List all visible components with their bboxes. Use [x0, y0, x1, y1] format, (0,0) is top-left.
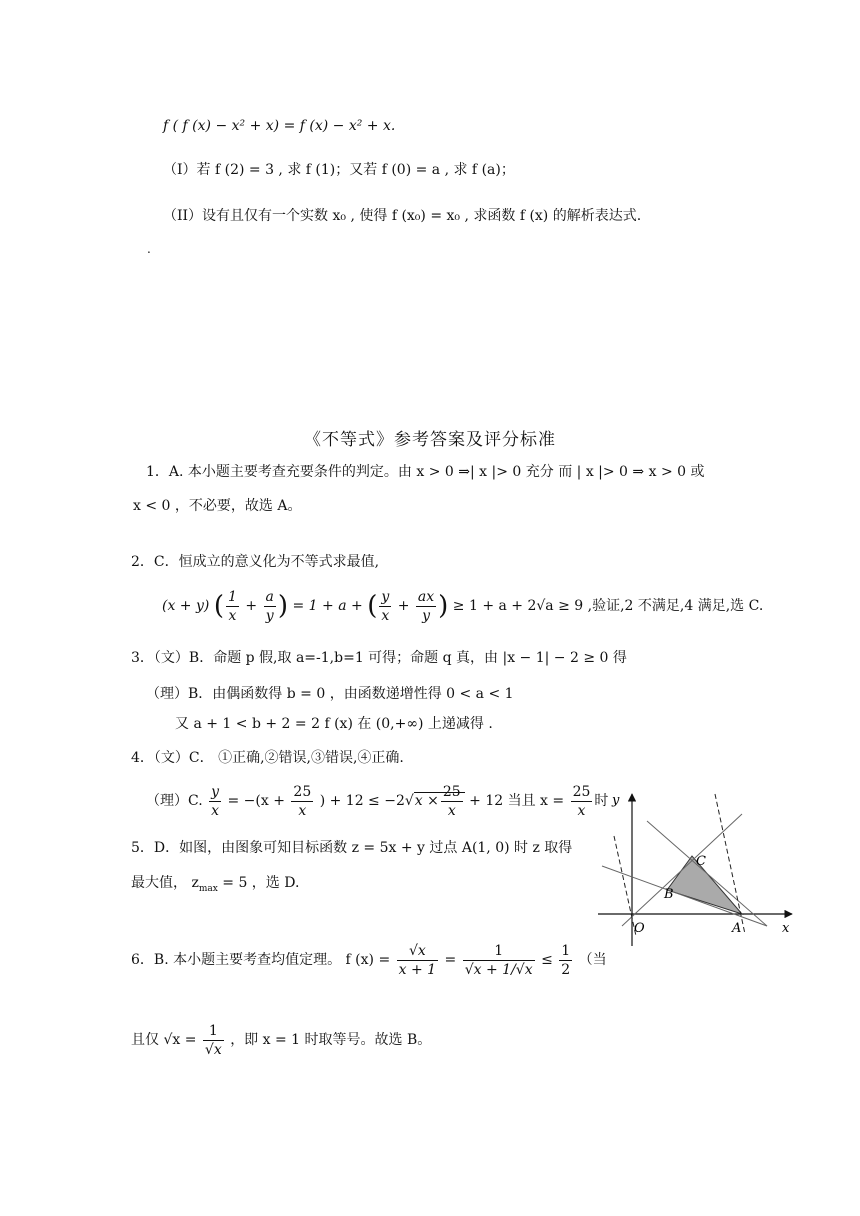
q4-mid2: ) + 12 ≤ −2 [319, 793, 405, 809]
q6-frac-d-den: √x [204, 1041, 222, 1058]
q6-frac-a-num: √x [397, 942, 438, 961]
sqrt-sign: √ [404, 793, 414, 809]
q6-prefix: 6．B. 本小题主要考查均值定理。 f (x) = [131, 952, 391, 968]
q6-le: ≤ [541, 952, 553, 968]
q2-frac4 [416, 588, 436, 625]
q6-line2b: ，即 x = 1 时取等号。故选 B。 [230, 1032, 432, 1048]
q4-frac-25x-b-num: 25 [442, 783, 461, 800]
q2-frac2-den: y [265, 607, 274, 624]
q4-frac-25x-b [441, 783, 463, 820]
paren-open: ( [213, 591, 224, 621]
label-O: O [634, 921, 645, 936]
q6-frac-a-den: x + 1 [398, 961, 437, 978]
q5-line2b: = 5 ，选 D. [217, 875, 300, 891]
page-title: 《不等式》参考答案及评分标准 [304, 430, 556, 450]
q4-frac-25x-c-num: 25 [572, 783, 591, 800]
q4-frac-yx-den: x [211, 802, 220, 819]
stray-dot: . [147, 242, 151, 256]
q6-frac-d-num: 1 [203, 1022, 224, 1041]
q2-plus: + [245, 598, 258, 614]
q2-frac3-den: x [381, 607, 390, 624]
q1-line2: x < 0 ，不必要，故选 A。 [133, 498, 302, 514]
paren-open2: ( [367, 591, 378, 621]
q4-frac-25x-b-den: x [447, 802, 456, 819]
q4-frac-25x-c-den: x [577, 802, 586, 819]
label-A: A [732, 921, 742, 936]
q5-sub: max [198, 883, 218, 894]
q2-frac2 [264, 588, 276, 625]
q5-line2-text: 最大值， z [131, 875, 199, 891]
q4-frac-25x-den: x [298, 802, 307, 819]
q2-expression [162, 586, 763, 626]
line-1 [622, 814, 742, 926]
equation-line: f ( f (x) − x² + x) = f (x) − x² + x. [163, 118, 396, 134]
q2-tail: ≥ 1 + a + 2√a ≥ 9 ,验证,2 不满足,4 满足,选 C. [452, 598, 764, 614]
paren-close: ) [277, 591, 289, 621]
label-B: B [664, 887, 674, 902]
q6-frac-c [559, 942, 572, 979]
q4-frac-yx-num: y [211, 783, 220, 800]
label-y: y [612, 793, 620, 808]
q5-line1: 5．D．如图，由图象可知目标函数 z = 5x + y 过点 A(1, 0) 时 z 取得 [131, 840, 573, 856]
q2-plus2: + [397, 598, 410, 614]
q3-line2: （理）B．由偶函数得 b = 0 ，由函数递增性得 0 < a < 1 [146, 686, 514, 702]
q5-line2 [131, 873, 299, 899]
q1-line1: 1．A. 本小题主要考查充要条件的判定。由 x > 0 ⇒| x |> 0 充分 而 | x |> 0 ⇒ x > 0 或 [146, 464, 705, 480]
q4-sqrt [414, 783, 465, 819]
q4-frac-25x-num: 25 [293, 783, 312, 800]
q6-line2 [131, 1018, 431, 1062]
q4-end: 时 [594, 793, 609, 809]
q6-frac-b [463, 942, 535, 979]
q2-expr-left: (x + y) [162, 598, 210, 614]
q2-frac3 [379, 588, 391, 625]
q6-frac-b-den: √x + 1/√x [464, 961, 533, 978]
label-x: x [782, 921, 790, 936]
label-C: C [696, 854, 706, 869]
q6-frac-a [397, 942, 438, 979]
q4-prefix: （理）C. [146, 793, 203, 809]
q4-frac-25x [291, 783, 313, 820]
dashed-line-left [614, 836, 636, 936]
q3-line3: 又 a + 1 < b + 2 = 2 f (x) 在 (0,+∞) 上递减得 . [175, 716, 493, 732]
q3-line1: 3．（文）B．命题 p 假,取 a=-1,b=1 可得；命题 q 真，由 |x − 1| − 2 ≥ 0 得 [131, 650, 627, 666]
part-one: （I）若 f (2) = 3 , 求 f (1)；又若 f (0) = a , 求 f (a)； [163, 162, 515, 178]
q2-frac1-num: 1 [227, 588, 237, 605]
line-3 [647, 821, 767, 926]
q2-frac1-den: x [228, 607, 237, 624]
q6-frac-c-num: 1 [561, 942, 571, 959]
linear-programming-figure [592, 786, 802, 956]
q4-expression [146, 781, 608, 821]
q4-frac-25x-c [571, 783, 593, 820]
q2-frac3-num: y [381, 588, 390, 605]
q2-frac1 [226, 588, 239, 625]
q2-frac4-num: ax [417, 588, 435, 605]
q4-line1: 4．（文）C． ①正确,②错误,③错误,④正确. [131, 750, 404, 766]
q6-eq: = [444, 952, 457, 968]
q6-line1 [131, 938, 607, 982]
q4-mid1: = −(x + [227, 793, 285, 809]
q6-frac-d [203, 1022, 224, 1059]
q2-frac4-den: y [422, 607, 430, 624]
paren-close2: ) [438, 591, 449, 621]
q6-frac-c-den: 2 [561, 961, 571, 978]
q6-line2a: 且仅 √x = [131, 1032, 197, 1048]
q6-paren: （当 [578, 952, 607, 968]
q2-line1: 2．C．恒成立的意义化为不等式求最值, [131, 554, 380, 570]
q6-frac-b-num: 1 [463, 942, 535, 961]
q4-sqrt-body: x × [414, 793, 439, 809]
q2-mid: = 1 + a + [292, 598, 363, 614]
q4-frac-yx [209, 783, 221, 820]
q2-frac2-num: a [265, 588, 274, 605]
part-two: （II）设有且仅有一个实数 x₀ , 使得 f (x₀) = x₀ , 求函数 f (x) 的解析表达式. [163, 208, 642, 224]
q4-mid3: + 12 当且 x = [469, 793, 565, 809]
